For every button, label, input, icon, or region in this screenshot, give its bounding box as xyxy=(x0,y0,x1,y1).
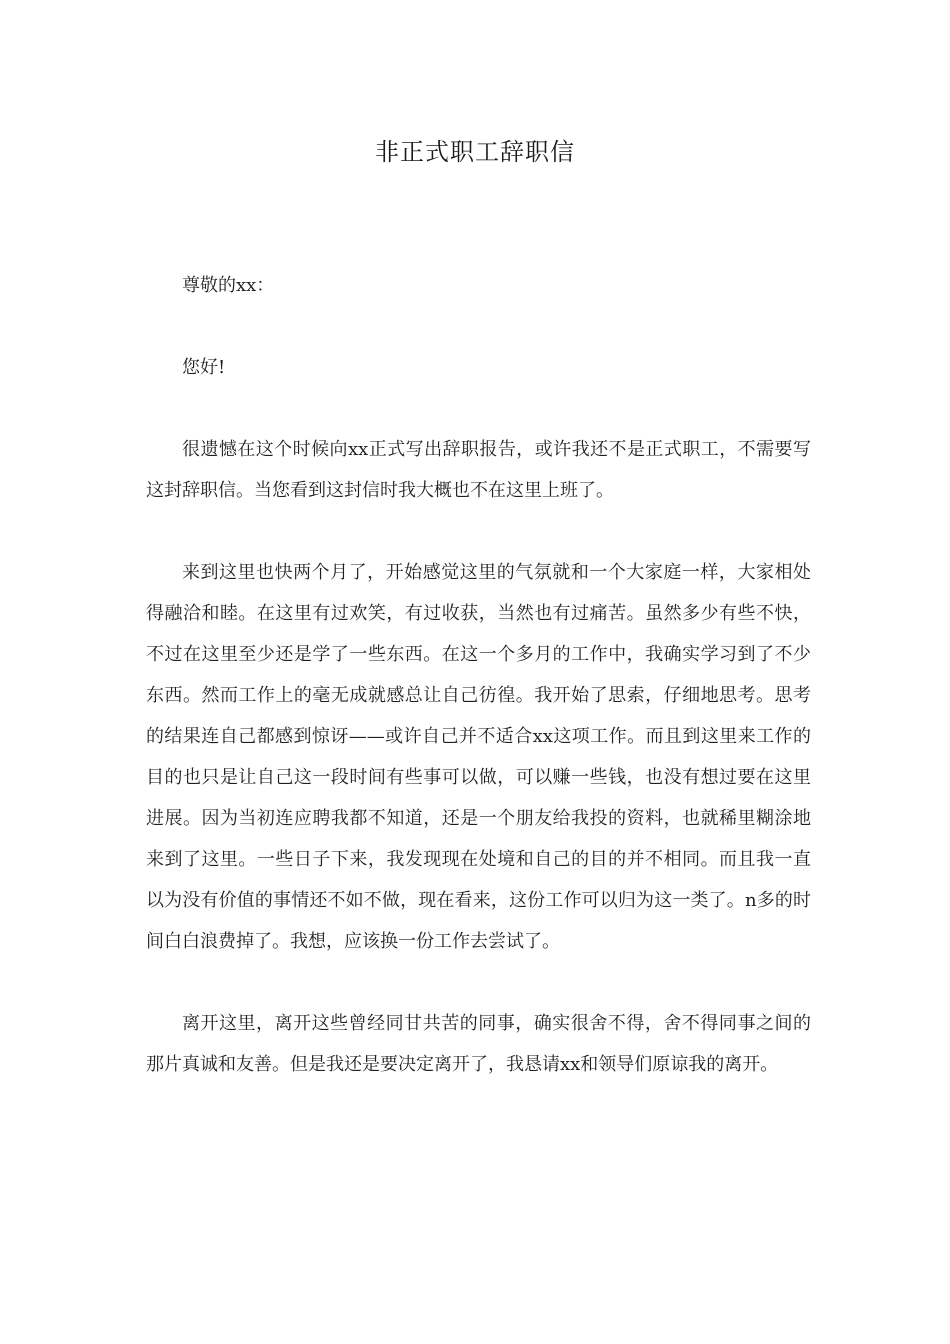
paragraph-2: 来到这里也快两个月了，开始感觉这里的气氛就和一个大家庭一样，大家相处得融洽和睦。在这里有过欢笑，有过收获，当然也有过痛苦。虽然多少有些不快，不过在这里至少还是学了一些东西。在这一个多月的工作中，我确实学习到了不少东西。然而工作上的毫无成就感总让自己彷徨。我开始了思索，仔细地思考。思考的结果连自己都感到惊讶——或许自己并不适合xx这项工作。而且到这里来工作的目的也只是让自己这一段时间有些事可以做，可以赚一些钱，也没有想过要在这里进展。因为当初连应聘我都不知道，还是一个朋友给我投的资料，也就稀里糊涂地来到了这里。一些日子下来，我发现现在处境和自己的目的并不相同。而且我一直以为没有价值的事情还不如不做，现在看来，这份工作可以归为这一类了。n多的时间白白浪费掉了。我想，应该换一份工作去尝试了。 xyxy=(146,562,811,952)
salutation: 尊敬的xx： xyxy=(182,275,275,296)
paragraph-3: 离开这里，离开这些曾经同甘共苦的同事，确实很舍不得，舍不得同事之间的那片真诚和友善。但是我还是要决定离开了，我恳请xx和领导们原谅我的离开。 xyxy=(146,1013,811,1075)
document-title: 非正式职工辞职信 xyxy=(375,138,575,166)
paragraph-1: 很遗憾在这个时候向xx正式写出辞职报告，或许我还不是正式职工，不需要写这封辞职信。当您看到这封信时我大概也不在这里上班了。 xyxy=(146,439,811,501)
greeting: 您好! xyxy=(182,357,226,378)
letter-body xyxy=(146,265,811,1085)
